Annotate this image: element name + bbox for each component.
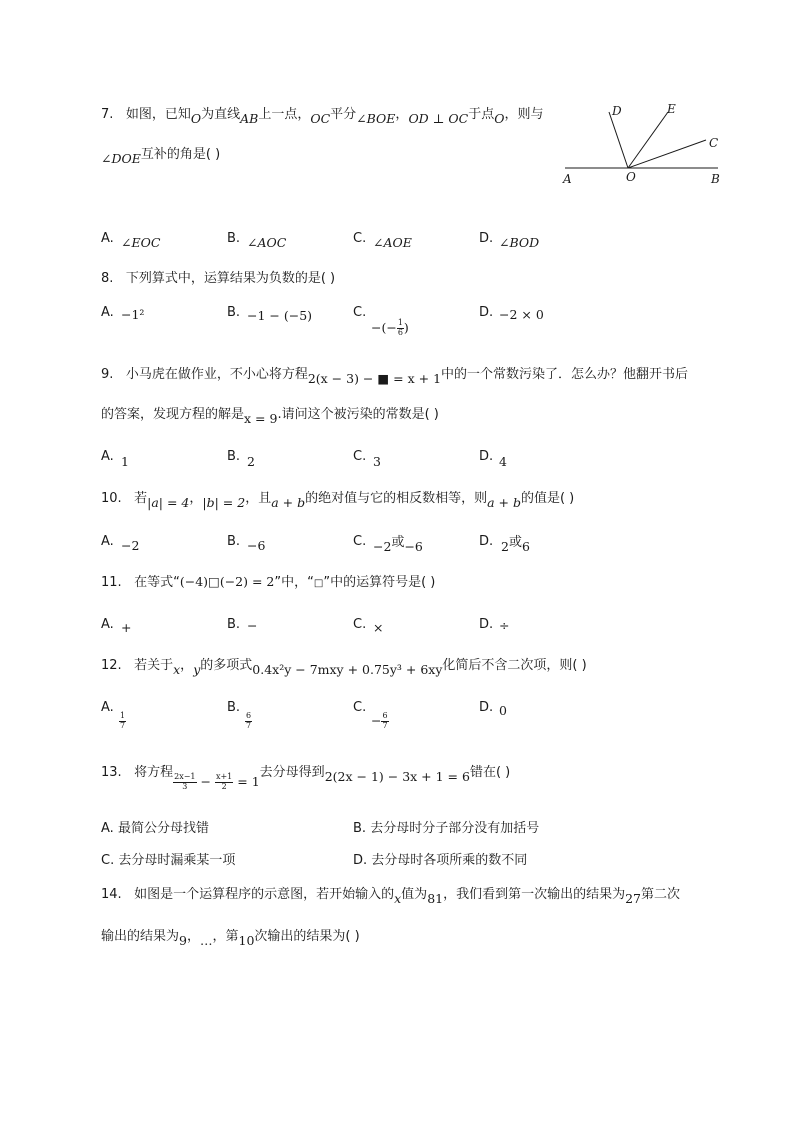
q11-number: 11. (101, 575, 122, 590)
q11-option-d[interactable]: D. ÷ (479, 617, 510, 633)
fraction: $\frac{1}{7}$ (120, 711, 126, 730)
q12-option-c[interactable]: C. − $\frac{6}{7}$ (353, 700, 388, 730)
q13-option-a[interactable]: A. 最简公分母找错 (101, 821, 209, 836)
fraction: $\frac{1}{6}$ (397, 318, 403, 337)
q9-option-d[interactable]: D. 4 (479, 449, 507, 469)
q13-option-c[interactable]: C. 去分母时漏乘某一项 (101, 853, 236, 868)
q14-line2: 输出的结果为9，…，第10次输出的结果为( ) (101, 929, 360, 948)
label-o: O (626, 170, 636, 184)
q9-line1: 9. 小马虎在做作业，不小心将方程2(x − 3) − ■ = x + 1中的一个常数污染了．怎么办？他翻开书后 (101, 367, 689, 386)
q10-option-d[interactable]: D. 2或6 (479, 534, 530, 554)
q11-stem: 11. 在等式“(−4)□(−2) = 2”中，“□”中的运算符号是( ) (101, 574, 436, 590)
q12-option-b[interactable]: B. $\frac{6}{7}$ (227, 700, 252, 730)
q13-stem: 13. 将方程 $\frac{2x-1}{3}$ − $\frac{x+1}{2}$ = 1去分母得到2(2x − 1) − 3x + 1 = 6错在( ) (101, 764, 511, 791)
label-d: D (612, 104, 622, 118)
q12-option-d[interactable]: D. 0 (479, 700, 507, 718)
label-e: E (667, 102, 676, 116)
q8-option-a[interactable]: A. −1² (101, 305, 145, 322)
label-b: B (711, 172, 720, 186)
q14-number: 14. (101, 887, 122, 902)
q11-option-a[interactable]: A. + (101, 617, 132, 635)
q7-option-d[interactable]: D. ∠BOD (479, 231, 540, 250)
q10-option-c[interactable]: C. −2或−6 (353, 534, 423, 554)
label-a: A (563, 172, 572, 186)
q8-option-b[interactable]: B. −1 − (−5) (227, 305, 313, 323)
q7-line1: 7. 如图，已知O为直线AB上一点，OC平分∠BOE，OD ⊥ OC于点O，则与 (101, 107, 544, 126)
q12-stem: 12. 若关于x，y的多项式0.4x²y − 7mxy + 0.75y³ + 6xy化简后不含二次项，则( ) (101, 658, 587, 677)
q8-number: 8. (101, 271, 114, 286)
ray-oe (628, 112, 668, 168)
q7-option-c[interactable]: C. ∠AOE (353, 231, 412, 250)
q9-option-c[interactable]: C. 3 (353, 449, 381, 469)
fraction: $\frac{2x-1}{3}$ (174, 772, 196, 791)
q7-option-b[interactable]: B. ∠AOC (227, 231, 287, 250)
fraction: $\frac{x+1}{2}$ (215, 772, 233, 791)
q14-line1: 14. 如图是一个运算程序的示意图，若开始输入的x值为81，我们看到第一次输出的结果为27第二次 (101, 887, 681, 906)
fraction: $\frac{6}{7}$ (246, 711, 252, 730)
q11-option-c[interactable]: C. × (353, 617, 384, 635)
q7-angle-figure (560, 98, 740, 193)
q10-stem: 10. 若|a| = 4，|b| = 2，且a + b的绝对值与它的相反数相等，则a + b的值是( ) (101, 491, 575, 510)
ray-oc (628, 140, 706, 168)
q10-number: 10. (101, 491, 122, 506)
q8-option-c[interactable]: C. −(− $\frac{1}{6}$ ) (353, 305, 409, 337)
q12-option-a[interactable]: A. $\frac{1}{7}$ (101, 700, 126, 730)
fraction: $\frac{6}{7}$ (382, 711, 388, 730)
q8-option-d[interactable]: D. −2 × 0 (479, 305, 544, 322)
q9-line2: 的答案，发现方程的解是x = 9.请问这个被污染的常数是( ) (101, 407, 439, 426)
label-c: C (709, 136, 719, 150)
q7-number: 7. (101, 107, 114, 122)
q9-number: 9. (101, 367, 114, 382)
q13-option-b[interactable]: B. 去分母时分子部分没有加括号 (353, 821, 540, 836)
q7-option-a[interactable]: A. ∠EOC (101, 231, 161, 250)
q8-stem: 8. 下列算式中，运算结果为负数的是( ) (101, 271, 336, 286)
q11-option-b[interactable]: B. − (227, 617, 258, 633)
q7-line2: ∠DOE互补的角是( ) (101, 147, 221, 166)
q13-number: 13. (101, 764, 122, 780)
q13-option-d[interactable]: D. 去分母时各项所乘的数不同 (353, 853, 528, 868)
q9-option-a[interactable]: A. 1 (101, 449, 129, 469)
q10-option-a[interactable]: A. −2 (101, 534, 140, 553)
ray-od (609, 112, 628, 168)
q10-option-b[interactable]: B. −6 (227, 534, 266, 553)
q12-number: 12. (101, 658, 122, 673)
q9-option-b[interactable]: B. 2 (227, 449, 255, 469)
